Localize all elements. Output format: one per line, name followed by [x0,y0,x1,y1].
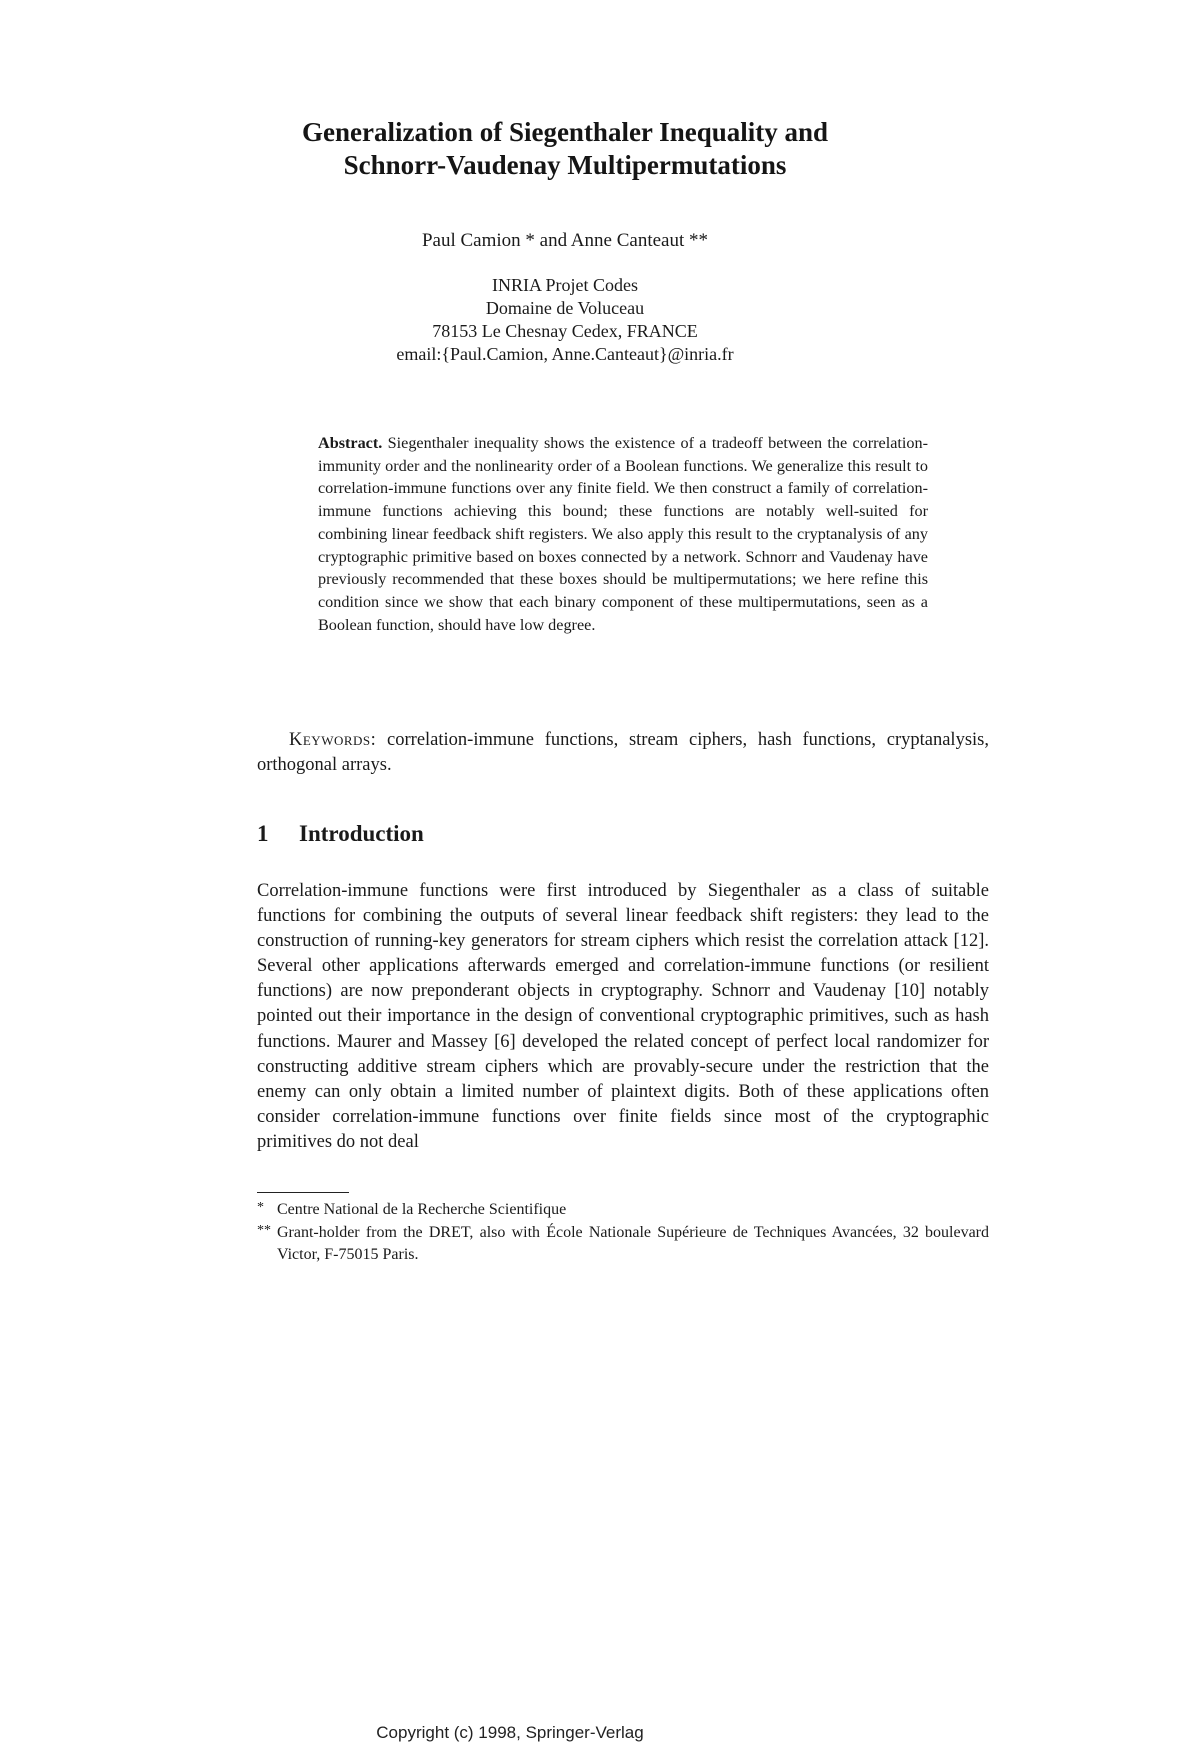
section-title: Introduction [299,821,424,846]
section-number: 1 [257,821,269,846]
abstract-label: Abstract. [318,434,383,452]
keywords-label: Keywords: [289,730,377,750]
footnote-mark: * [257,1200,264,1215]
footnotes [257,1199,989,1267]
paper-title [0,116,1130,182]
title-line-1: Generalization of Siegenthaler Inequality and [301,117,828,147]
footnote-text: Grant-holder from the DRET, also with École Nationale Supérieure de Techniques Avancées, 32 boulevard Victor, F-75015 Paris. [277,1223,989,1263]
abstract-text: Siegenthaler inequality shows the existence of a tradeoff between the correlation-immunity order and the nonlinearity order of a Boolean functions. We generalize this result to correlation-immune functions over any finite field. We then construct a family of correlation-immune functions achieving this bound; these functions are notably well-suited for combining linear feedback shift registers. We also apply this result to the cryptanalysis of any cryptographic primitive based on boxes connected by a network. Schnorr and Vaudenay have previously recommended that these boxes should be multipermutations; we here refine this condition since we show that each binary component of these multipermutations, seen as a Boolean function, should have low degree. [318,434,928,634]
abstract [318,432,928,636]
affiliation-line-2: Domaine de Voluceau [485,298,645,318]
keywords-text: correlation-immune functions, stream ciphers, hash functions, cryptanalysis, orthogonal arrays. [257,730,989,775]
affiliation-line-3: 78153 Le Chesnay Cedex, FRANCE [432,321,698,341]
copyright-notice: Copyright (c) 1998, Springer-Verlag [376,1723,644,1742]
affiliation [0,274,1130,366]
footnote-rule [257,1192,349,1193]
affiliation-email: email:{Paul.Camion, Anne.Canteaut}@inria.fr [396,344,734,364]
affiliation-line-1: INRIA Projet Codes [492,275,638,295]
footnote-text: Centre National de la Recherche Scientifique [277,1201,567,1218]
footnote [257,1222,989,1267]
footnote-mark: ** [257,1222,271,1238]
introduction-paragraph: Correlation-immune functions were first introduced by Siegenthaler as a class of suitable functions for combining the outputs of several linear feedback shift registers: they lead to the construction of running-key generators for stream ciphers which resist the correlation attack [12]. Several other applications afterwards emerged and correlation-immune functions (or resilient functions) are now preponderant objects in cryptography. Schnorr and Vaudenay [10] notably pointed out their importance in the design of conventional cryptographic primitives, such as hash functions. Maurer and Massey [6] developed the related concept of perfect local randomizer for constructing additive stream ciphers which are provably-secure under the restriction that the enemy can only obtain a limited number of plaintext digits. Both of these applications often consider correlation-immune functions over finite fields since most of the cryptographic primitives do not deal [257,881,989,1152]
keywords [257,728,989,777]
title-line-2: Schnorr-Vaudenay Multipermutations [343,150,787,180]
footnote [257,1199,989,1222]
section-heading [257,820,424,848]
authors: Paul Camion * and Anne Canteaut ** [421,230,708,251]
